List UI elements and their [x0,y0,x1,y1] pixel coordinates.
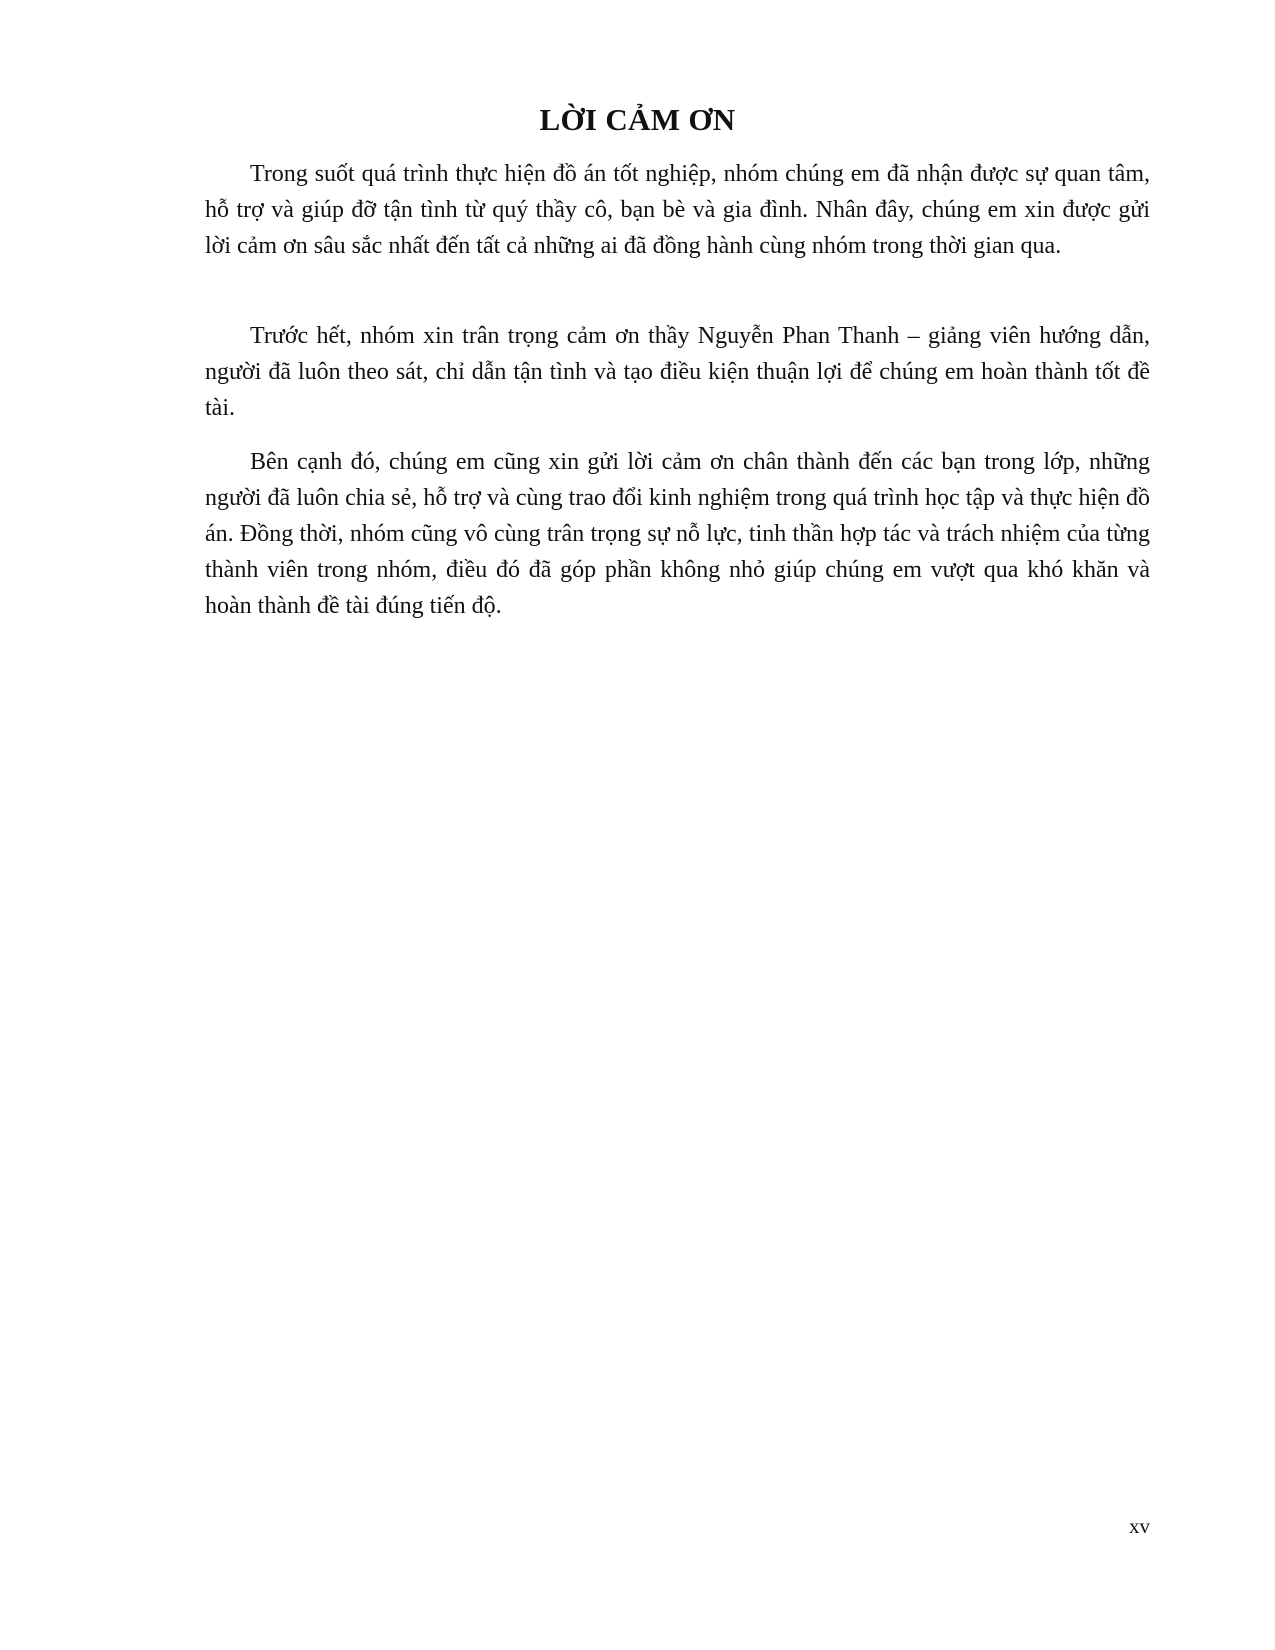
paragraph-3: Bên cạnh đó, chúng em cũng xin gửi lời cảm ơn chân thành đến các bạn trong lớp, những người đã luôn chia sẻ, hỗ trợ và cùng trao đổi kinh nghiệm trong quá trình học tập và thực hiện đồ án. Đồng thời, nhóm cũng vô cùng trân trọng sự nỗ lực, tinh thần hợp tác và trách nhiệm của từng thành viên trong nhóm, điều đó đã góp phần không nhỏ giúp chúng em vượt qua khó khăn và hoàn thành đề tài đúng tiến độ. [205,449,1150,619]
page-title: LỜI CẢM ƠN [539,102,736,137]
paragraph-1: Trong suốt quá trình thực hiện đồ án tốt nghiệp, nhóm chúng em đã nhận được sự quan tâm, hỗ trợ và giúp đỡ tận tình từ quý thầy cô, bạn bè và gia đình. Nhân đây, chúng em xin được gửi lời cảm ơn sâu sắc nhất đến tất cả những ai đã đồng hành cùng nhóm trong thời gian qua. [205,161,1150,259]
paragraph-2: Trước hết, nhóm xin trân trọng cảm ơn thầy Nguyễn Phan Thanh – giảng viên hướng dẫn, người đã luôn theo sát, chỉ dẫn tận tình và tạo điều kiện thuận lợi để chúng em hoàn thành tốt đề tài. [205,323,1150,421]
page-number: xv [1129,1514,1150,1538]
